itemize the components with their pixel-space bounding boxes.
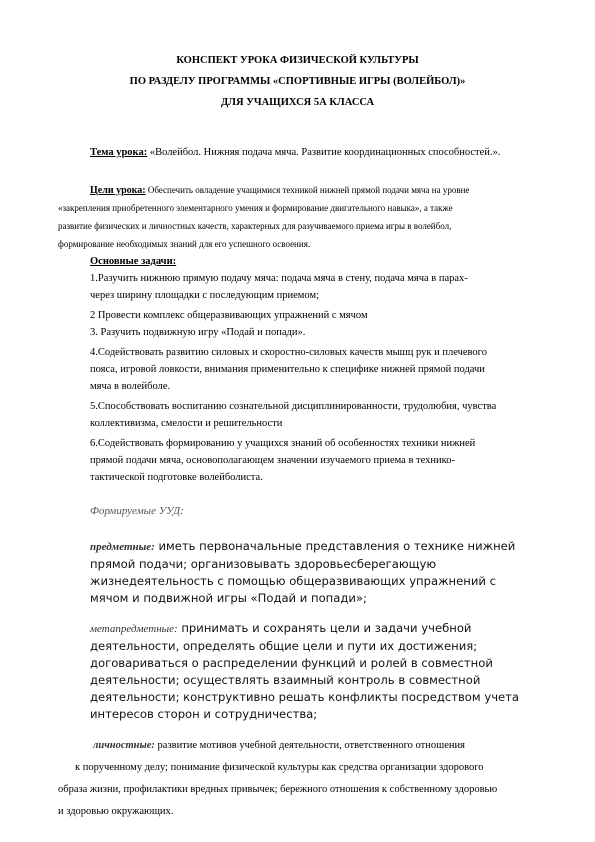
task-line: 5.Способствовать воспитанию сознательной дисциплинированности, трудолюбия, чувства (90, 401, 497, 412)
uud-meta-text-1: принимать и сохранять цели и задачи учебной (177, 621, 472, 635)
goal-line-3: развитие физических и личностных качеств, характерных для разучиваемого приема игры в волейбол, (58, 221, 452, 231)
title-line-2: ПО РАЗДЕЛУ ПРОГРАММЫ «СПОРТИВНЫЕ ИГРЫ (ВОЛЕЙБОЛ)» (129, 76, 466, 87)
goal-text-1: Обеспечить овладение учащимися техникой нижней прямой подачи мяча на уровне (145, 185, 470, 195)
uud-subject-line: мячом и подвижной игры «Подай и попади»; (90, 591, 367, 605)
uud-meta-line: договариваться о распределении функций и ролей в совместной (90, 656, 493, 670)
uud-subject-block (90, 538, 560, 607)
task-line: мяча в волейболе. (90, 381, 171, 392)
topic-text: «Волейбол. Нижняя подача мяча. Развитие координационных способностей.». (147, 147, 501, 158)
task-line: 2 Провести комплекс общеразвивающих упражнений с мячом (90, 310, 368, 321)
task-line: коллективизма, смелости и решительности (90, 418, 283, 429)
task-line: прямой подачи мяча, основополагающем значении изучаемого приема в технико- (90, 455, 455, 466)
uud-meta-line: интересов сторон и сотрудничества; (90, 707, 318, 721)
tasks-list (90, 270, 560, 486)
topic-line (90, 144, 570, 161)
task-line: через ширину площадки с последующим приемом; (90, 290, 320, 301)
topic-label: Тема урока: (90, 147, 148, 158)
uud-subject-label: предметные: (90, 541, 155, 553)
goal-line-2: «закрепления приобретенного элементарного умения и формирование двигательного навыка», а также (58, 203, 453, 213)
task-line: 4.Содействовать развитию силовых и скоростно-силовых качеств мышц рук и плечевого (90, 347, 487, 358)
uud-personal-line-1 (93, 737, 563, 754)
uud-subject-line: жизнедеятельность с помощью общеразвивающих упражнений с (90, 574, 496, 588)
uud-meta-line: деятельности, определять общие цели и пути их достижения; (90, 639, 478, 653)
uud-meta-line: деятельности; осуществлять взаимный контроль в совместной (90, 673, 481, 687)
task-line: 6.Содействовать формированию у учащихся знаний об особенностях техники нижней (90, 438, 476, 449)
goal-line-1 (90, 181, 560, 200)
uud-personal-label: личностные: (93, 740, 155, 751)
uud-personal-line-3: образа жизни, профилактики вредных привычек; бережного отношения к собственному здоровью (58, 784, 498, 795)
task-line: пояса, игровой ловкости, внимания применительно к специфике нижней прямой подачи (90, 364, 485, 375)
uud-personal-text-1: развитие мотивов учебной деятельности, ответственного отношения (154, 740, 465, 751)
uud-meta-line-1 (90, 620, 560, 638)
uud-heading: Формируемые УУД: (90, 505, 184, 517)
task-line: 1.Разучить нижнюю прямую подачу мяча: подача мяча в стену, подача мяча в парах- (90, 273, 468, 284)
task-line: тактической подготовке волейболиста. (90, 472, 263, 483)
uud-subject-line: прямой подачи; организовывать здоровьесберегающую (90, 557, 437, 571)
uud-personal-line-4: и здоровью окружающих. (58, 806, 174, 817)
title-line-3: ДЛЯ УЧАЩИХСЯ 5А КЛАССА (220, 97, 375, 108)
goal-label: Цели урока: (90, 185, 146, 196)
uud-subject-line-1 (90, 538, 560, 556)
uud-meta-label: метапредметные: (90, 623, 178, 635)
uud-meta-line: деятельности; конструктивно решать конфликты посредством учета (90, 690, 520, 704)
uud-subject-text-1: иметь первоначальные представления о технике нижней (154, 539, 516, 553)
task-line: 3. Разучить подвижную игру «Подай и попади». (90, 327, 306, 338)
tasks-heading: Основные задачи: (90, 256, 177, 267)
uud-meta-block (90, 620, 560, 723)
uud-personal-line-2: к порученному делу; понимание физической культуры как средства организации здорового (75, 762, 484, 773)
title-line-1: КОНСПЕКТ УРОКА ФИЗИЧЕСКОЙ КУЛЬТУРЫ (176, 55, 419, 66)
goal-line-4: формирование необходимых знаний для его успешного освоения. (58, 239, 311, 249)
